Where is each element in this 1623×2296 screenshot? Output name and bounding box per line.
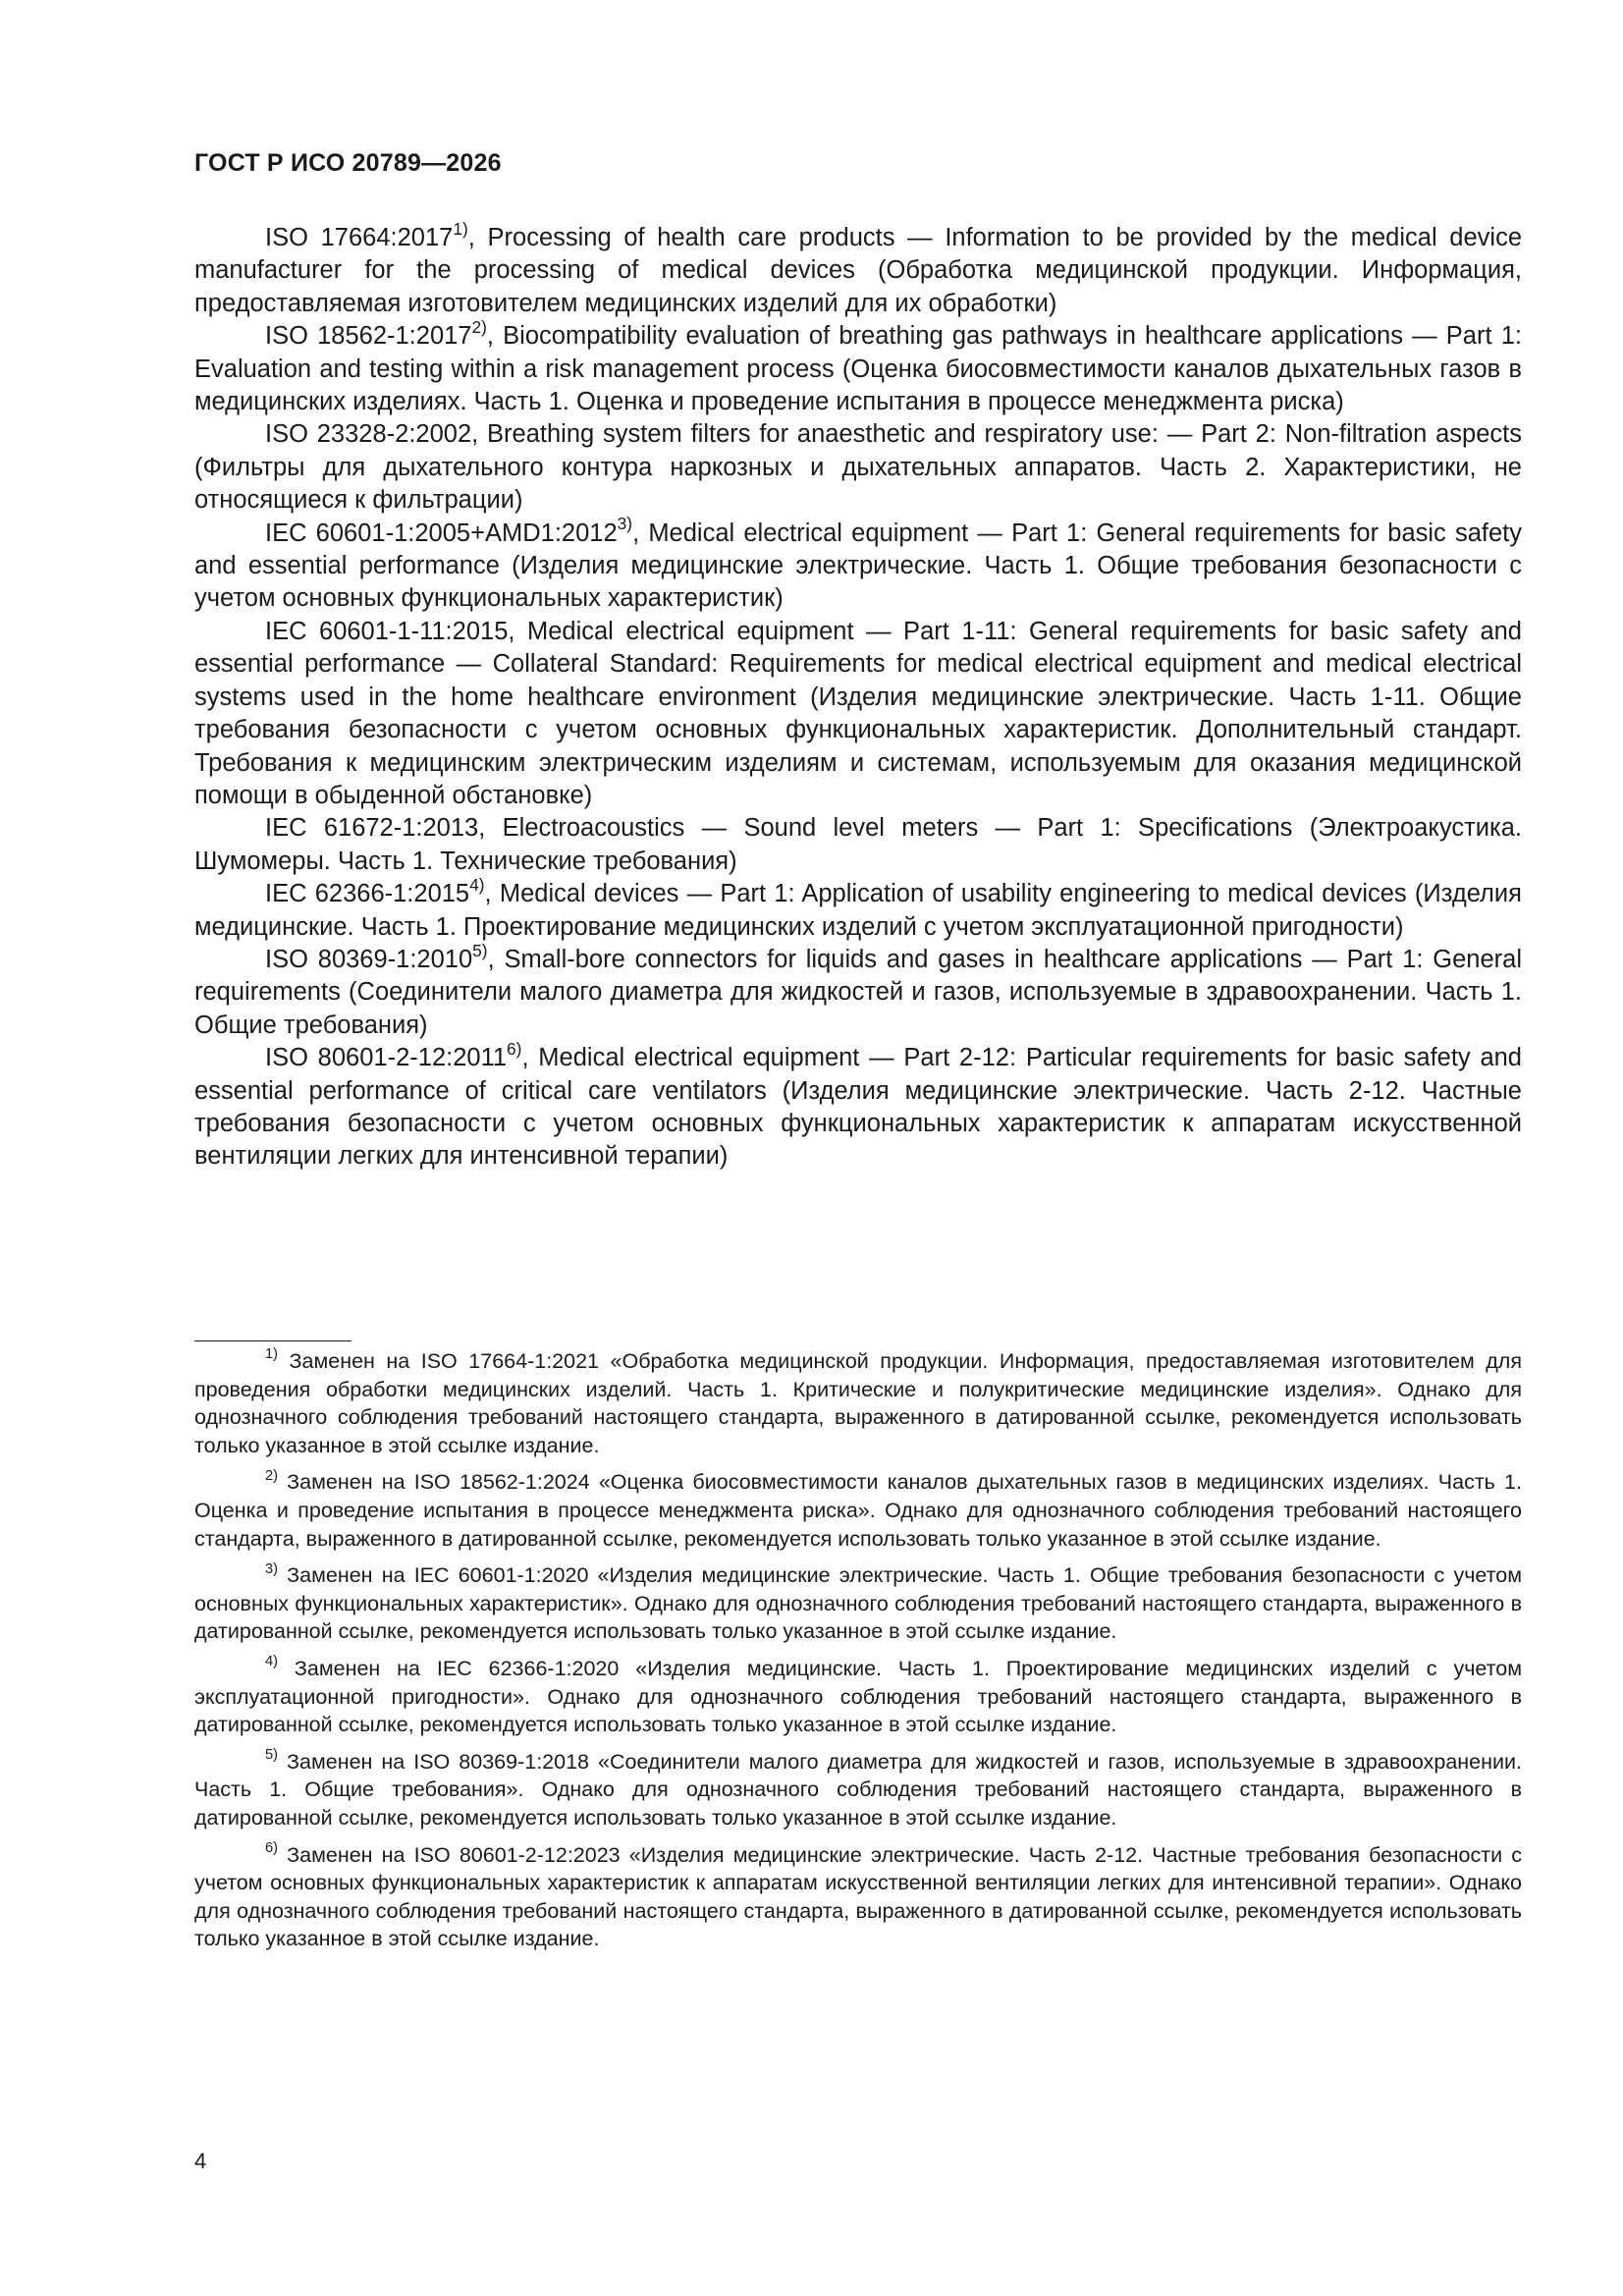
reference-code: ISO 80369-1:2010: [265, 945, 473, 973]
footnote-ref: 6): [507, 1038, 522, 1059]
footnote-mark: 1): [265, 1346, 278, 1363]
reference-code: ISO 18562-1:2017: [265, 322, 472, 351]
page-header: ГОСТ Р ИСО 20789—2026: [194, 149, 502, 177]
reference-code: ISO 23328-2:2002: [265, 420, 472, 449]
reference-item: [194, 940, 1522, 1042]
footnote: [194, 1561, 1522, 1646]
reference-item: [194, 812, 1522, 878]
reference-text: , Medical electrical equipment — Part 1: General requirements for basic safety and essential performance (Изделия медицинские электрические. Часть 1. Общие требования безопасности с учетом основных функциональных характеристик): [194, 519, 1522, 613]
footnote-text: Заменен на ISO 17664-1:2021 «Обработка медицинской продукции. Информация, предоставляемая изготовителем для проведения обработки медицинских изделий. Часть 1. Критические и полукритические медицинские изделия». Однако для однозначного соблюдения требований настоящего стандарта, выраженного в датированной ссылке, рекомендуется использовать только указанное в этой ссылке издание.: [194, 1349, 1522, 1457]
reference-item: [194, 1038, 1522, 1174]
footnote-ref: 1): [453, 218, 468, 239]
reference-code: ISO 17664:2017: [265, 224, 454, 251]
footnote-mark: 6): [265, 1839, 278, 1856]
reference-code: IEC 60601-1:2005+AMD1:2012: [265, 519, 618, 547]
reference-text: , Small-bore connectors for liquids and gases in healthcare applications — Part 1: General requirements (Соединители малого диаметра для жидкостей и газов, используемые в здравоохранении. Часть 1. Общие требования): [194, 945, 1522, 1039]
footnote-mark: 3): [265, 1560, 278, 1577]
footnote-text: Заменен на ISO 18562-1:2024 «Оценка биосовместимости каналов дыхательных газов в медицинских изделиях. Часть 1. Оценка и проведение испытания в процессе менеджмента риска». Однако для однозначного соблюдения требований настоящего стандарта, выраженного в датированной ссылке, рекомендуется использовать только указанное в этой ссылке издание.: [194, 1470, 1522, 1551]
reference-text: , Biocompatibility evaluation of breathing gas pathways in healthcare applications — Part 1: Evaluation and testing within a risk management process (Оценка биосовместимости каналов дыхательных газов в медицинских изделиях. Часть 1. Оценка и проведение испытания в процессе менеджмента риска): [194, 322, 1522, 416]
footnote-ref: 2): [471, 317, 487, 337]
footnote-mark: 5): [265, 1747, 278, 1764]
footnote-ref: 4): [469, 874, 485, 895]
reference-item: [194, 616, 1522, 812]
reference-text: , Medical electrical equipment — Part 1-11: General requirements for basic safety and essential performance — Collateral Standard: Requirements for medical electrical equipment and medical electrical systems used in the home healthcare environment (Изделия медицинские электрические. Часть 1-11. Общие требования безопасности с учетом основных функциональных характеристик. Дополнительный стандарт. Требования к медицинским электрическим изделиям и системам, используемым для оказания медицинской помощи в обыденной обстановке): [194, 617, 1522, 809]
footnote-mark: 4): [265, 1654, 278, 1670]
footnote-ref: 5): [472, 940, 488, 960]
page-number: 4: [194, 2149, 207, 2173]
normative-references: [194, 218, 1522, 1174]
reference-text: , Medical devices — Part 1: Application of usability engineering to medical devices (Изделия медицинские. Часть 1. Проектирование медицинских изделий с учетом эксплуатационной пригодности): [194, 880, 1522, 941]
reference-text: , Medical electrical equipment — Part 2-12: Particular requirements for basic safety and essential performance of critical care ventilators (Изделия медицинские электрические. Часть 2-12. Частные требования безопасности с учетом основных функциональных характеристик к аппаратам искусственной вентиляции легких для интенсивной терапии): [194, 1044, 1522, 1171]
reference-text: , Processing of health care products — Information to be provided by the medical device manufacturer for the processing of medical devices (Обработка медицинской продукции. Информация, предоставляемая изготовителем медицинских изделий для их обработки): [194, 224, 1522, 317]
footnotes: [194, 1347, 1522, 1962]
footnote: [194, 1468, 1522, 1553]
footnote: [194, 1655, 1522, 1739]
reference-item: [194, 874, 1522, 944]
reference-item: [194, 317, 1522, 418]
footnote-text: Заменен на IEC 60601-1:2020 «Изделия медицинские электрические. Часть 1. Общие требования безопасности с учетом основных функциональных характеристик». Однако для однозначного соблюдения требований настоящего стандарта, выраженного в датированной ссылке, рекомендуется использовать только указанное в этой ссылке издание.: [194, 1563, 1522, 1644]
footnote-text: Заменен на ISO 80369-1:2018 «Соединители малого диаметра для жидкостей и газов, используемые в здравоохранении. Часть 1. Общие требования». Однако для однозначного соблюдения требований настоящего стандарта, выраженного в датированной ссылке, рекомендуется использовать только указанное в этой ссылке издание.: [194, 1749, 1522, 1830]
reference-item: [194, 218, 1522, 320]
footnote: [194, 1841, 1522, 1953]
footnote-divider: [194, 1340, 352, 1341]
footnote-text: Заменен на ISO 80601-2-12:2023 «Изделия медицинские электрические. Часть 2-12. Частные требования безопасности с учетом основных функциональных характеристик к аппаратам искусственной вентиляции легких для интенсивной терапии». Однако для однозначного соблюдения требований настоящего стандарта, выраженного в датированной ссылке, рекомендуется использовать только указанное в этой ссылке издание.: [194, 1842, 1522, 1951]
footnote: [194, 1347, 1522, 1459]
reference-item: [194, 514, 1522, 616]
reference-text: , Breathing system filters for anaesthetic and respiratory use: — Part 2: Non-filtration aspects (Фильтры для дыхательного контура наркозных и дыхательных аппаратов. Часть 2. Характеристики, не относящиеся к фильтрации): [194, 420, 1522, 515]
footnote-ref: 3): [617, 514, 633, 534]
reference-code: IEC 61672-1:2013: [265, 814, 479, 843]
reference-code: IEC 62366-1:2015: [265, 880, 470, 908]
reference-text: , Electroacoustics — Sound level meters — Part 1: Specifications (Электроакустика. Шумомеры. Часть 1. Технические требования): [194, 814, 1522, 875]
reference-code: IEC 60601-1-11:2015: [265, 617, 509, 645]
footnote-text: Заменен на IEC 62366-1:2020 «Изделия медицинские. Часть 1. Проектирование медицинских изделий с учетом эксплуатационной пригодности». Однако для однозначного соблюдения требований настоящего стандарта, выраженного в датированной ссылке, рекомендуется использовать только указанное в этой ссылке издание.: [194, 1656, 1522, 1737]
reference-item: [194, 418, 1522, 517]
footnote-mark: 2): [265, 1467, 278, 1484]
reference-code: ISO 80601-2-12:2011: [265, 1044, 508, 1072]
footnote: [194, 1748, 1522, 1832]
